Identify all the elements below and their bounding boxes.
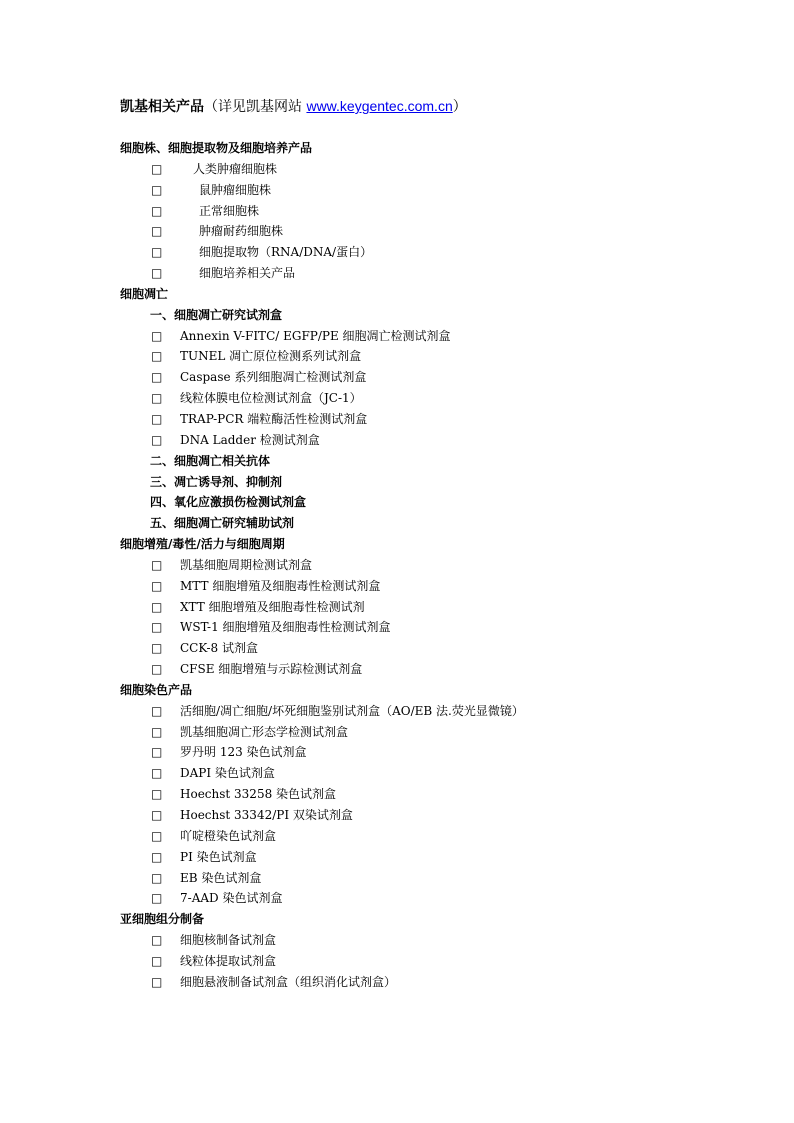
checkbox-icon: □ [151,599,163,614]
section-heading: 细胞凋亡 [120,286,169,301]
title-main: 凯基相关产品 [120,99,204,115]
checkbox-icon: □ [151,891,163,906]
list-item-label: 线粒体膜电位检测试剂盒（JC-1） [180,391,362,406]
checkbox-icon: □ [151,724,163,739]
list-item [0,868,794,889]
list-item-label: XTT 细胞增殖及细胞毒性检测试剂 [180,599,365,614]
list-item-label: Caspase 系列细胞凋亡检测试剂盒 [180,370,367,385]
checkbox-icon: □ [151,391,163,406]
subsection-heading: 二、细胞凋亡相关抗体 [150,453,271,468]
checkbox-icon: □ [151,328,163,343]
list-item [0,826,794,847]
list-item-label: TUNEL 凋亡原位检测系列试剂盒 [180,349,362,364]
checkbox-icon: □ [151,808,163,822]
checkbox-icon: □ [151,641,163,656]
checkbox-icon: □ [151,203,163,218]
product-list [0,138,794,993]
list-item [0,722,794,743]
list-item [0,576,794,597]
list-item-label: 细胞培养相关产品 [199,266,296,281]
list-item-label: 人类肿瘤细胞株 [193,161,278,176]
list-item-label: 吖啶橙染色试剂盒 [180,828,277,843]
checkbox-icon: □ [151,161,163,176]
list-item-label: DNA Ladder 检测试剂盒 [180,432,320,447]
list-item [0,784,794,805]
section-heading: 细胞株、细胞提取物及细胞培养产品 [120,141,313,155]
checkbox-icon: □ [151,766,163,781]
section-heading: 细胞染色产品 [120,682,193,697]
list-item [0,367,794,388]
list-item [0,742,794,763]
list-item-label: 细胞核制备试剂盒 [180,933,277,948]
list-item [0,617,794,638]
list-item [0,221,794,242]
list-item [0,430,794,451]
list-item [0,888,794,909]
list-item-label: 细胞提取物（RNA/DNA/蛋白） [199,245,373,260]
checkbox-icon: □ [151,266,163,281]
list-item-label: Annexin V-FITC/ EGFP/PE 细胞凋亡检测试剂盒 [180,328,451,343]
list-item-label: CFSE 细胞增殖与示踪检测试剂盒 [180,662,363,677]
list-item [0,388,794,409]
list-item [0,180,794,201]
checkbox-icon: □ [151,578,163,593]
list-item [0,409,794,430]
checkbox-icon: □ [151,370,163,385]
checkbox-icon: □ [151,974,163,989]
list-item-label: Hoechst 33342/PI 双染试剂盒 [180,808,353,822]
list-item [0,972,794,993]
subsection-heading: 三、凋亡诱导剂、抑制剂 [150,474,283,489]
list-item-label: 罗丹明 123 染色试剂盒 [180,745,307,760]
checkbox-icon: □ [151,953,163,968]
checkbox-icon: □ [151,745,163,760]
list-item-label: TRAP-PCR 端粒酶活性检测试剂盒 [180,411,368,426]
list-item [0,951,794,972]
list-item [0,763,794,784]
list-item [0,659,794,680]
list-item-label: Hoechst 33258 染色试剂盒 [180,787,337,802]
subsection-heading: 五、细胞凋亡研究辅助试剂 [150,516,295,531]
checkbox-icon: □ [151,849,163,864]
list-item-label: WST-1 细胞增殖及细胞毒性检测试剂盒 [180,620,391,635]
checkbox-icon: □ [151,870,163,885]
list-item-label: 凯基细胞凋亡形态学检测试剂盒 [180,724,349,739]
checkbox-icon: □ [151,620,163,635]
subsection-heading: 一、细胞凋亡研究试剂盒 [150,307,283,322]
website-link[interactable]: www.keygentec.com.cn [306,98,453,114]
checkbox-icon: □ [151,182,163,197]
list-item [0,263,794,284]
list-item [0,326,794,347]
list-item-label: EB 染色试剂盒 [180,870,262,885]
subsection-heading: 四、氧化应激损伤检测试剂盒 [150,495,307,510]
list-item [0,597,794,618]
list-item [0,701,794,722]
list-item-label: 细胞悬液制备试剂盒（组织消化试剂盒） [180,974,397,989]
list-item-label: MTT 细胞增殖及细胞毒性检测试剂盒 [180,578,381,593]
checkbox-icon: □ [151,828,163,843]
list-item [0,847,794,868]
checkbox-icon: □ [151,933,163,948]
checkbox-icon: □ [151,411,163,426]
checkbox-icon: □ [151,557,163,572]
list-item [0,242,794,263]
section-heading: 细胞增殖/毒性/活力与细胞周期 [120,537,285,552]
list-item [0,159,794,180]
list-item-label: 7-AAD 染色试剂盒 [180,891,283,906]
list-item-label: 线粒体提取试剂盒 [180,953,277,968]
checkbox-icon: □ [151,245,163,260]
list-item [0,638,794,659]
list-item [0,805,794,826]
list-item-label: 肿瘤耐药细胞株 [199,224,284,239]
checkbox-icon: □ [151,703,163,718]
checkbox-icon: □ [151,432,163,447]
list-item-label: 凯基细胞周期检测试剂盒 [180,557,313,572]
title-suffix: ） [452,99,467,115]
list-item-label: 活细胞/凋亡细胞/坏死细胞鉴别试剂盒（AO/EB 法.荧光显微镜） [180,703,524,718]
list-item [0,930,794,951]
list-item-label: PI 染色试剂盒 [180,849,257,864]
list-item [0,555,794,576]
checkbox-icon: □ [151,349,163,364]
page-title [120,96,467,117]
title-prefix: （详见凯基网站 [204,99,307,115]
list-item [0,346,794,367]
list-item-label: 鼠肿瘤细胞株 [199,182,272,197]
section-heading: 亚细胞组分制备 [120,912,205,927]
checkbox-icon: □ [151,787,163,802]
list-item-label: 正常细胞株 [199,203,260,218]
list-item [0,201,794,222]
list-item-label: DAPI 染色试剂盒 [180,766,275,781]
list-item-label: CCK-8 试剂盒 [180,641,258,656]
checkbox-icon: □ [151,662,163,677]
checkbox-icon: □ [151,224,163,239]
